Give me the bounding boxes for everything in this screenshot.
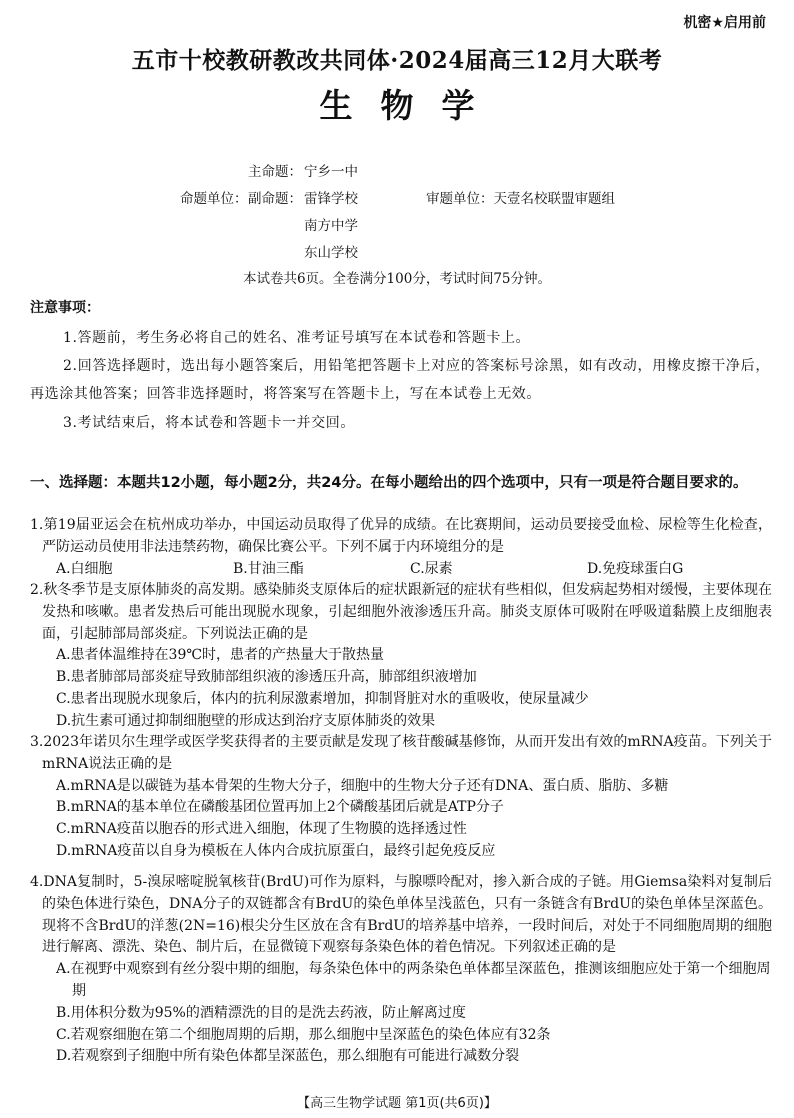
option-d: D.若观察到子细胞中所有染色体都呈深蓝色，那么细胞有可能进行减数分裂	[56, 1048, 520, 1065]
option-d: D.抗生素可通过抑制细胞壁的形成达到治疗支原体肺炎的效果	[56, 712, 436, 729]
question-stem: 4.DNA复制时，5-溴尿嘧啶脱氧核苷(BrdU)可作为原料，与腺嘌呤配对，掺入新合成的子链。用Giemsa染料对复制后的染色体进行染色，DNA分子的双链都含有BrdU的染色单体呈浅蓝色，只有一条链含有BrdU的染色单体呈深蓝色。现将不含BrdU的洋葱(2N=16)根尖分生区放在含有BrdU的培养基中培养，一段时间后，对处于不同细胞周期的细胞进行解离、漂洗、染色、制片后，在显微镜下观察每条染色体的着色情况。下列叙述正确的是	[30, 874, 772, 956]
question-stem: 2.秋冬季节是支原体肺炎的高发期。感染肺炎支原体后的症状跟新冠的症状有些相似，但发病起势相对缓慢，主要体现在发热和咳嗽。患者发热后可能出现脱水现象，引起细胞外液渗透压升高。肺炎支原体可吸附在呼吸道黏膜上皮细胞表面，引起肺部局部炎症。下列说法正确的是	[30, 582, 772, 642]
confidential-mark: 机密★启用前	[683, 15, 766, 31]
option-a: A.患者体温维持在39℃时，患者的产热量大于散热量	[56, 647, 385, 664]
chief-setter-label: 主命题：	[248, 164, 302, 180]
option-b: B.甘油三酯	[233, 560, 304, 577]
question-2	[30, 580, 772, 733]
exam-title: 五市十校教研教改共同体·2024届高三12月大联考	[131, 47, 663, 74]
question-3	[30, 732, 772, 863]
option-b: B.用体积分数为95%的酒精漂洗的目的是洗去药液，防止解离过度	[56, 1004, 466, 1021]
option-a: A.在视野中观察到有丝分裂中期的细胞，每条染色体中的两条染色单体都呈深蓝色，推测该细胞应处于第一个细胞周期	[56, 961, 771, 999]
option-b: B.mRNA的基本单位在磷酸基团位置再加上2个磷酸基团后就是ATP分子	[56, 799, 504, 816]
notes-title: 注意事项：	[30, 300, 100, 316]
option-c: C.尿素	[410, 560, 453, 577]
option-a: A.mRNA是以碳链为基本骨架的生物大分子，细胞中的生物大分子还有DNA、蛋白质、脂肪、多糖	[56, 777, 669, 794]
chief-setter: 宁乡一中	[304, 164, 358, 180]
unit-label: 命题单位：	[180, 191, 248, 207]
vice-setter-3: 东山学校	[304, 245, 358, 261]
question-stem: 3.2023年诺贝尔生理学或医学奖获得者的主要贡献是发现了核苷酸碱基修饰，从而开发出有效的mRNA疫苗。下列关于mRNA说法正确的是	[30, 734, 772, 772]
vice-setter-2: 南方中学	[304, 218, 358, 234]
question-4	[30, 872, 772, 1068]
option-a: A.白细胞	[56, 560, 113, 577]
options-row	[30, 559, 772, 581]
option-d: D.免疫球蛋白G	[587, 560, 684, 577]
note-item-3: 3.考试结束后，将本试卷和答题卡一并交回。	[63, 415, 355, 431]
option-d: D.mRNA疫苗以自身为模板在人体内合成抗原蛋白，最终引起免疫反应	[56, 842, 496, 859]
exam-summary: 本试卷共6页。全卷满分100分，考试时间75分钟。	[242, 271, 552, 287]
question-1	[30, 515, 772, 580]
note-item-1: 1.答题前，考生务必将自己的姓名、准考证号填写在本试卷和答题卡上。	[63, 330, 531, 346]
section-title: 一、选择题：本题共12小题，每小题2分，共24分。在每小题给出的四个选项中，只有一项是符合题目要求的。	[30, 475, 748, 491]
vice-setter-label: 副命题：	[248, 191, 302, 207]
option-b: B.患者肺部局部炎症导致肺部组织液的渗透压升高，肺部组织液增加	[56, 669, 477, 686]
page-footer: 【高三生物学试题 第1页(共6页)】	[297, 1096, 497, 1111]
review-unit: 审题单位：天壹名校联盟审题组	[426, 191, 615, 207]
subject-title: 生物学	[319, 86, 503, 125]
question-stem: 1.第19届亚运会在杭州成功举办，中国运动员取得了优异的成绩。在比赛期间，运动员要接受血检、尿检等生化检查，严防运动员使用非法违禁药物，确保比赛公平。下列不属于内环境组分的是	[30, 517, 772, 555]
note-item-2: 2.回答选择题时，选出每小题答案后，用铅笔把答题卡上对应的答案标号涂黑，如有改动，用橡皮擦干净后，再选涂其他答案；回答非选择题时，将答案写在答题卡上，写在本试卷上无效。	[30, 358, 770, 402]
vice-setter-1: 雷锋学校	[304, 191, 358, 207]
option-c: C.mRNA疫苗以胞吞的形式进入细胞，体现了生物膜的选择透过性	[56, 821, 467, 838]
option-c: C.患者出现脱水现象后，体内的抗利尿激素增加，抑制肾脏对水的重吸收，使尿量减少	[56, 690, 589, 707]
option-c: C.若观察细胞在第二个细胞周期的后期，那么细胞中呈深蓝色的染色体应有32条	[56, 1026, 551, 1043]
